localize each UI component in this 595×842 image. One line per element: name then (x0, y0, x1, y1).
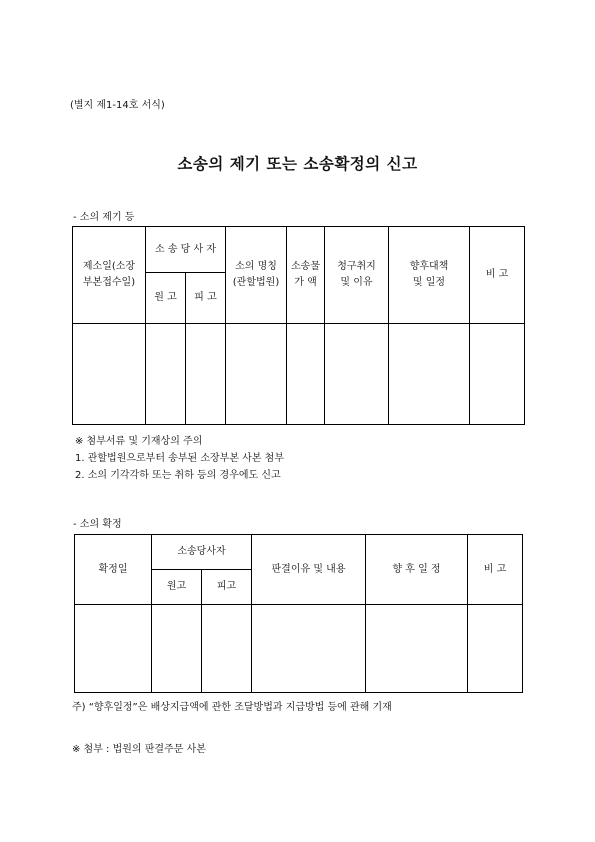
header-remarks-2: 비 고 (468, 535, 523, 605)
table-row (75, 605, 523, 693)
header-remarks: 비 고 (470, 227, 525, 324)
header-plaintiff: 원 고 (146, 273, 186, 324)
header-parties: 소 송 당 사 자 (146, 227, 226, 273)
header-future-plan: 향후대책 및 일정 (389, 227, 470, 324)
cell-claim-amount[interactable] (287, 324, 325, 425)
cell-future-plan[interactable] (389, 324, 470, 425)
header-parties-2: 소송당사자 (152, 535, 252, 570)
cell-judgment-reason[interactable] (252, 605, 366, 693)
section-confirm-label: - 소의 확정 (73, 519, 122, 530)
cell-plaintiff-2[interactable] (152, 605, 202, 693)
header-defendant: 피 고 (186, 273, 226, 324)
header-plaintiff-2: 원고 (152, 570, 202, 605)
notes-title: ※ 첨부서류 및 기재상의 주의 (75, 436, 203, 447)
header-defendant-2: 피고 (202, 570, 252, 605)
header-schedule: 향 후 일 정 (366, 535, 468, 605)
form-number: (별지 제1-14호 서식) (70, 100, 165, 111)
header-judgment-reason: 판결이유 및 내용 (252, 535, 366, 605)
header-filing-date: 제소일(소장 부본접수일) (73, 227, 146, 324)
cell-schedule[interactable] (366, 605, 468, 693)
confirm-table (74, 534, 523, 693)
cell-case-name[interactable] (226, 324, 287, 425)
note-item-1: 1. 관할법원으로부터 송부된 소장부본 사본 첨부 (75, 453, 284, 464)
cell-remarks-2[interactable] (468, 605, 523, 693)
cell-confirm-date[interactable] (75, 605, 152, 693)
table-row (73, 324, 525, 425)
filing-table (72, 226, 525, 425)
note-item-2: 2. 소의 기각각하 또는 취하 등의 경우에도 신고 (75, 470, 281, 481)
header-claim-amount: 소송물 가 액 (287, 227, 325, 324)
cell-defendant-2[interactable] (202, 605, 252, 693)
attachment-note: ※ 첨부 : 법원의 판결주문 사본 (72, 744, 206, 755)
cell-filing-date[interactable] (73, 324, 146, 425)
cell-plaintiff[interactable] (146, 324, 186, 425)
section-filing-label: - 소의 제기 등 (73, 212, 135, 223)
cell-remarks[interactable] (470, 324, 525, 425)
header-claim-purpose: 청구취지 및 이유 (325, 227, 389, 324)
header-case-name: 소의 명칭 (관할법원) (226, 227, 287, 324)
document-title: 소송의 제기 또는 소송확정의 신고 (177, 155, 418, 173)
cell-claim-purpose[interactable] (325, 324, 389, 425)
footnote: 주) “향후일정”은 배상지급액에 관한 조달방법과 지급방법 등에 관해 기재 (72, 702, 392, 713)
cell-defendant[interactable] (186, 324, 226, 425)
header-confirm-date: 확정일 (75, 535, 152, 605)
